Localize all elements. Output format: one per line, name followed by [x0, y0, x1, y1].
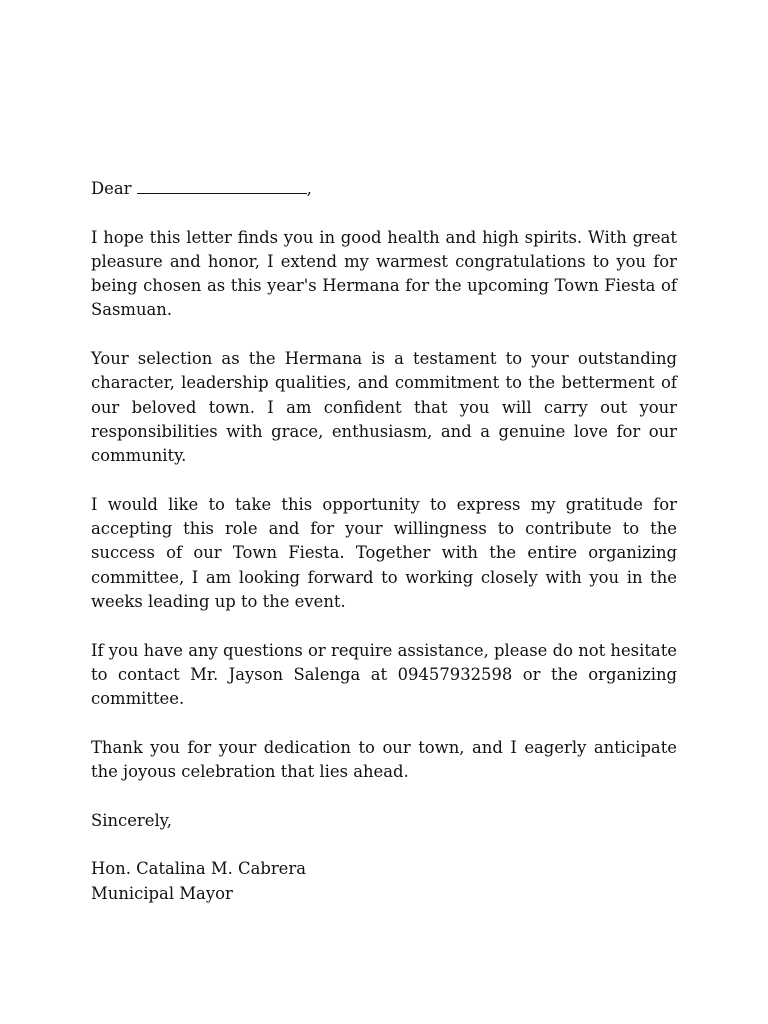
salutation-suffix: , — [306, 179, 312, 198]
signatory-title: Municipal Mayor — [91, 883, 233, 903]
closing: Sincerely, — [91, 810, 172, 830]
paragraph-contact: If you have any questions or require assistance, please do not hesitate to contact Mr. Jayson Salenga at 09457932598 or the organizing committee. — [91, 640, 677, 709]
salutation-prefix: Dear — [91, 179, 137, 198]
paragraph-gratitude: I would like to take this opportunity to express my gratitude for accepting this role and for your willingness to contribute to the success of our Town Fiesta. Together with the entire organizing committee, I am looking forward to working closely with you in the weeks leading up to the event. — [91, 494, 677, 612]
recipient-blank-line — [137, 176, 307, 194]
letter-body — [91, 176, 677, 906]
salutation — [91, 176, 677, 201]
paragraph-selection: Your selection as the Hermana is a testament to your outstanding character, leadership qualities, and commitment to the betterment of our beloved town. I am confident that you will carry out your responsibilities with grace, enthusiasm, and a genuine love for our community. — [91, 349, 677, 466]
paragraph-thanks: Thank you for your dedication to our town, and I eagerly anticipate the joyous celebration that lies ahead. — [91, 737, 677, 782]
paragraph-greeting: I hope this letter finds you in good health and high spirits. With great pleasure and honor, I extend my warmest congratulations to you for being chosen as this year's Hermana for the upcoming Town Fiesta of Sasmuan. — [91, 227, 677, 320]
signatory-name: Hon. Catalina M. Cabrera — [91, 859, 306, 879]
